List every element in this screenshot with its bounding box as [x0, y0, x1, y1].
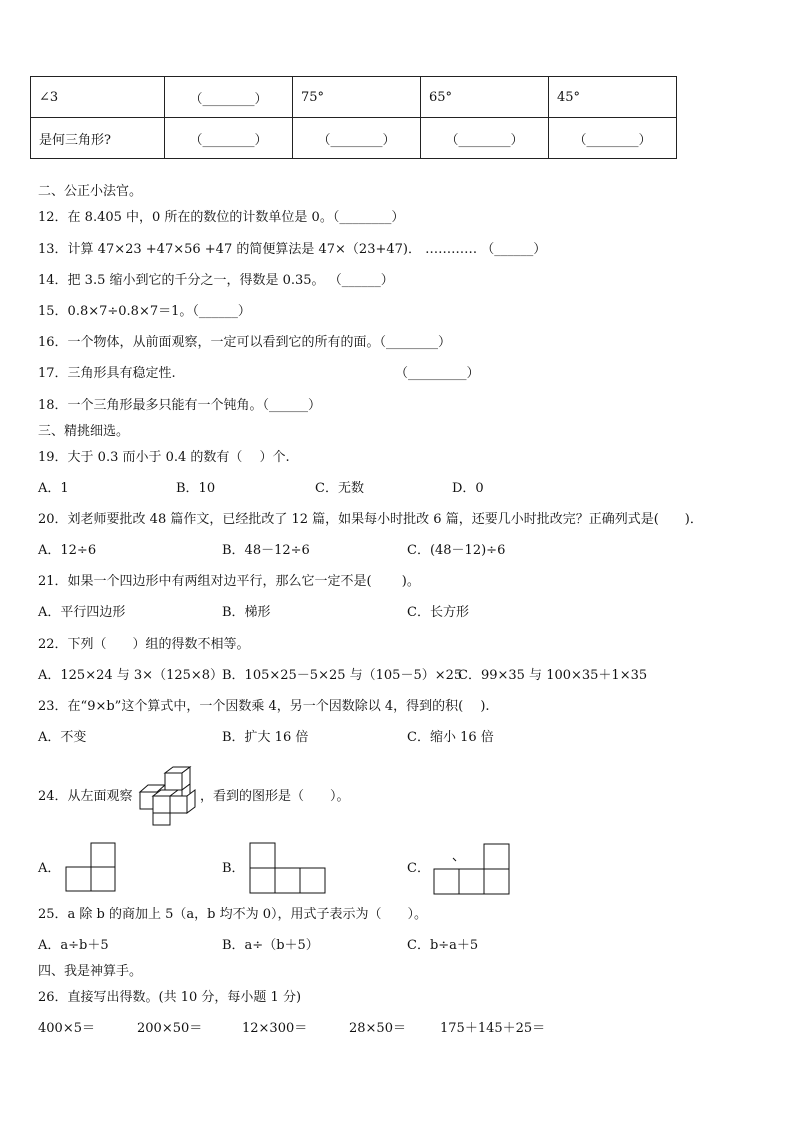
question-16: 16．一个物体，从前面观察，一定可以看到它的所有的面。（________） [38, 335, 452, 350]
option-b[interactable]: B．扩大 16 倍 [222, 730, 309, 745]
option-a[interactable]: A．125×24 与 3×（125×8） [38, 668, 224, 683]
calc-item: 28×50＝ [349, 1021, 406, 1036]
section-heading: 四、我是神算手。 [38, 964, 143, 979]
answer-blank[interactable]: （________） [293, 118, 421, 159]
answer-blank[interactable]: （________） [165, 118, 293, 159]
table-cell: 65° [421, 77, 549, 118]
question-18: 18．一个三角形最多只能有一个钝角。（______） [38, 398, 322, 413]
option-b[interactable]: B．48－12÷6 [222, 543, 310, 558]
calc-item: 175＋145＋25＝ [440, 1021, 546, 1036]
calc-item: 200×50＝ [137, 1021, 203, 1036]
calc-item: 12×300＝ [242, 1021, 308, 1036]
table-row [31, 118, 677, 159]
question-15: 15．0.8×7÷0.8×7＝1。（______） [38, 304, 251, 319]
option-a-figure[interactable] [65, 842, 117, 892]
option-a[interactable]: A． [38, 861, 61, 876]
cube-stack-figure [138, 765, 200, 827]
option-a[interactable]: A．1 [38, 481, 69, 496]
option-a[interactable]: A．a÷b＋5 [38, 938, 109, 953]
question-26: 26．直接写出得数。(共 10 分，每小题 1 分) [38, 990, 302, 1005]
answer-blank[interactable]: （________） [548, 118, 676, 159]
option-c[interactable]: C．b÷a＋5 [407, 938, 479, 953]
option-c[interactable]: C．99×35 与 100×35＋1×35 [458, 668, 648, 683]
table-row [31, 77, 677, 118]
option-a[interactable]: A．不变 [38, 730, 87, 745]
table-cell: 75° [293, 77, 421, 118]
question-20: 20．刘老师要批改 48 篇作文，已经批改了 12 篇，如果每小时批改 6 篇，还要几小时批改完？正确列式是( )． [38, 512, 703, 527]
option-a[interactable]: A．12÷6 [38, 543, 97, 558]
option-c[interactable]: C．(48－12)÷6 [407, 543, 506, 558]
answer-blank[interactable]: （________） [165, 77, 293, 118]
option-c[interactable]: C．缩小 16 倍 [407, 730, 494, 745]
option-c-figure[interactable] [433, 843, 511, 895]
option-d[interactable]: D．0 [452, 481, 484, 496]
option-a[interactable]: A．平行四边形 [38, 605, 126, 620]
option-b-figure[interactable] [249, 842, 327, 894]
option-b[interactable]: B． [222, 861, 245, 876]
option-b[interactable]: B．105×25－5×25 与（105－5）×25 [222, 668, 463, 683]
answer-blank[interactable]: （________） [421, 118, 549, 159]
option-b[interactable]: B．10 [176, 481, 216, 496]
option-c[interactable]: C．无数 [315, 481, 364, 496]
question-24-tail: ，看到的图形是（ ）。 [200, 789, 350, 804]
question-12: 12．在 8.405 中，0 所在的数位的计数单位是 0。（________） [38, 210, 405, 225]
table-cell: ∠3 [31, 77, 165, 118]
angle-table [30, 76, 677, 159]
table-cell: 45° [548, 77, 676, 118]
answer-blank[interactable]: （_________） [395, 366, 480, 381]
calc-item: 400×5＝ [38, 1021, 95, 1036]
option-b[interactable]: B．梯形 [222, 605, 271, 620]
question-19: 19．大于 0.3 而小于 0.4 的数有（ ）个. [38, 450, 290, 465]
option-c[interactable]: C． [407, 861, 430, 876]
option-c[interactable]: C．长方形 [407, 605, 469, 620]
question-21: 21．如果一个四边形中有两组对边平行，那么它一定不是( )。 [38, 574, 420, 589]
question-13: 13．计算 47×23 +47×56 +47 的简便算法是 47×（23+47)． ………… （______） [38, 242, 547, 257]
section-heading: 二、公正小法官。 [38, 184, 143, 199]
option-b[interactable]: B．a÷（b＋5） [222, 938, 319, 953]
question-24: 24．从左面观察 [38, 789, 133, 804]
question-23: 23．在“9×b”这个算式中，一个因数乘 4，另一个因数除以 4，得到的积( ). [38, 699, 490, 714]
question-25: 25．a 除 b 的商加上 5（a，b 均不为 0），用式子表示为（ ）。 [38, 907, 428, 922]
section-heading: 三、精挑细选。 [38, 424, 130, 439]
question-17: 17．三角形具有稳定性. [38, 366, 176, 381]
question-22: 22．下列（ ）组的得数不相等。 [38, 637, 250, 652]
table-cell: 是何三角形? [31, 118, 165, 159]
question-14: 14．把 3.5 缩小到它的千分之一，得数是 0.35。 （______） [38, 273, 394, 288]
